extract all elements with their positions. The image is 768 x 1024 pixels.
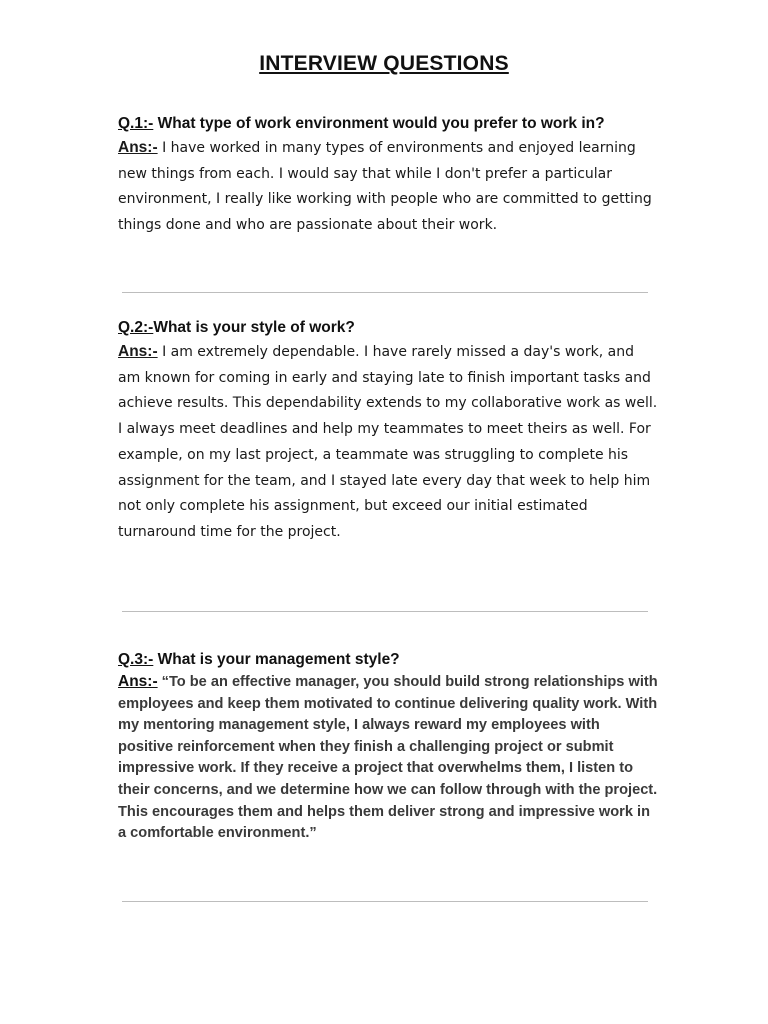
question-tag: Q.3:-: [118, 651, 154, 668]
answer-3: [118, 671, 658, 845]
question-3: [118, 649, 658, 671]
answer-1: [118, 135, 658, 239]
answer-text: “To be an effective manager, you should build strong relationships with employees and keep them motivated to continue delivering quality work. With my mentoring management style, I always reward my employees with positive reinforcement when they finish a challenging project or submit impressive work. If they receive a project that overwhelms them, I listen to their concerns, and we determine how we can follow through with the project. This encourages them and helps them deliver strong and impressive work in a comfortable environment.”: [118, 674, 658, 842]
question-text: What type of work environment would you prefer to work in?: [157, 115, 605, 132]
question-text: What is your management style?: [157, 651, 400, 668]
qa-block-2: [118, 317, 658, 546]
qa-block-1: [118, 113, 658, 239]
qa-block-3: [118, 649, 658, 845]
question-text: What is your style of work?: [153, 319, 355, 336]
answer-2: [118, 339, 658, 546]
question-2: [118, 317, 658, 339]
answer-tag: Ans:-: [118, 673, 158, 690]
answer-text: I am extremely dependable. I have rarely missed a day's work, and am known for coming in early and staying late to finish important tasks and achieve results. This dependability extends to my collaborative work as well. I always meet deadlines and help my teammates to meet theirs as well. For example, on my last project, a teammate was struggling to complete his assignment for the team, and I stayed late every day that week to help him not only complete his assignment, but exceed our initial estimated turnaround time for the project.: [118, 344, 658, 540]
question-1: [118, 113, 658, 135]
question-tag: Q.1:-: [118, 115, 154, 132]
answer-tag: Ans:-: [118, 139, 158, 156]
divider: [122, 292, 648, 293]
answer-tag: Ans:-: [118, 343, 158, 360]
answer-text: I have worked in many types of environments and enjoyed learning new things from each. I would say that while I don't prefer a particular environment, I really like working with people who are committed to getting things done and who are passionate about their work.: [118, 140, 652, 234]
question-tag: Q.2:-: [118, 319, 154, 336]
divider: [122, 901, 648, 902]
document-title: INTERVIEW QUESTIONS: [259, 52, 509, 75]
divider: [122, 611, 648, 612]
